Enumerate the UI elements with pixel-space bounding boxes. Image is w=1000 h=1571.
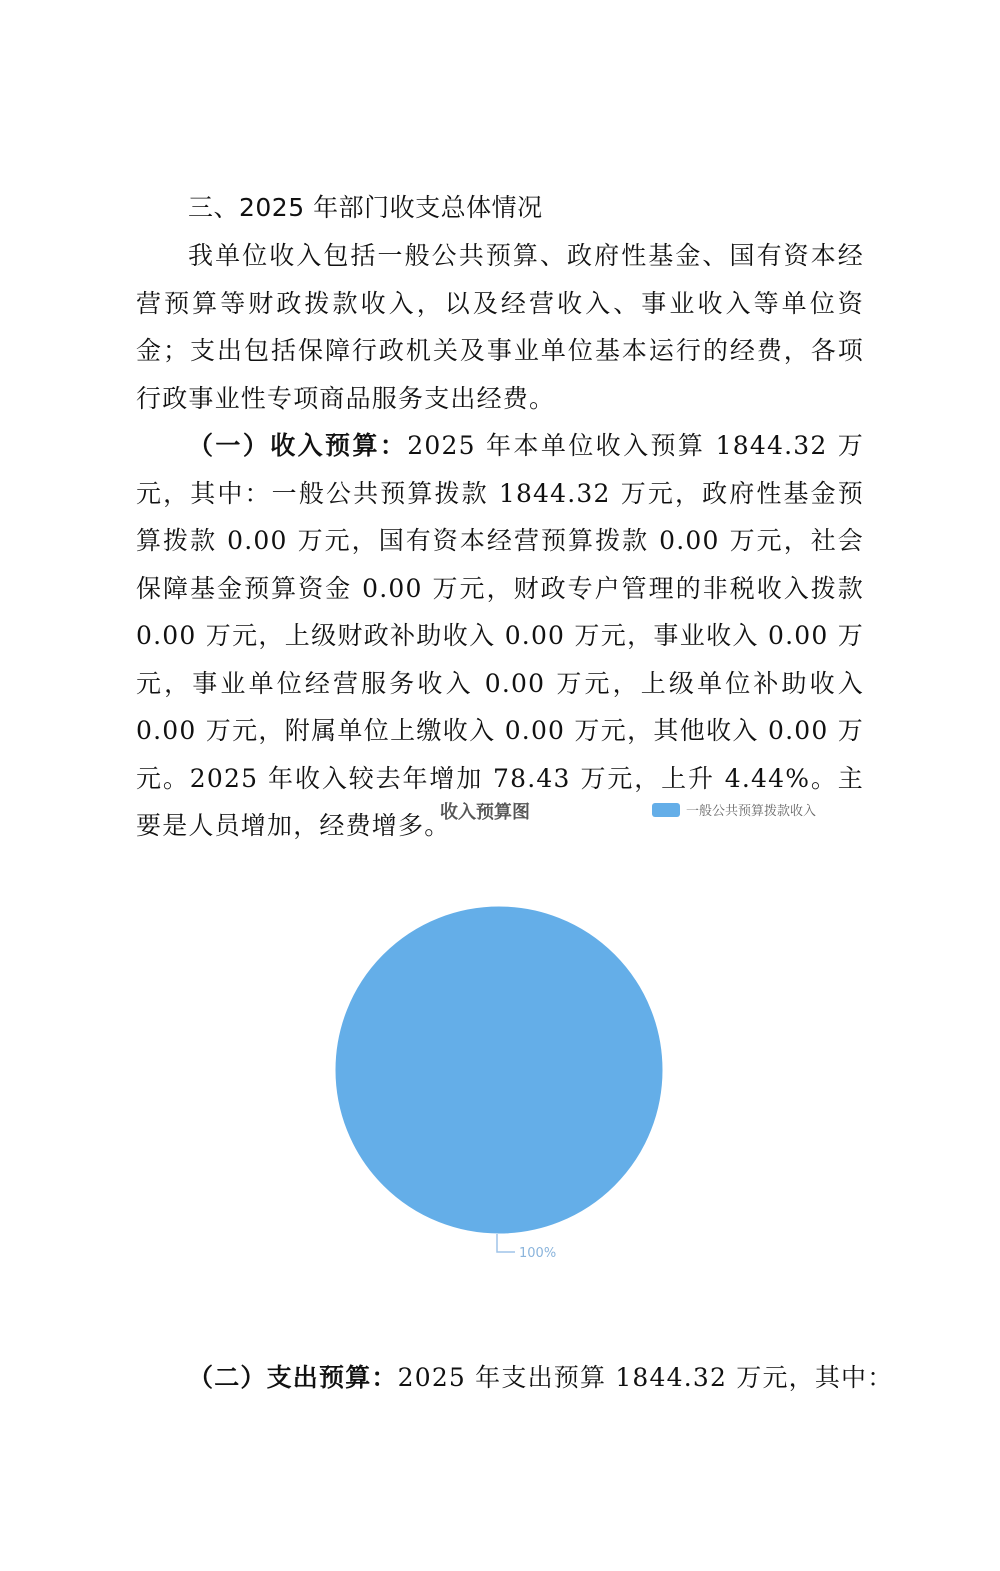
legend-label: 一般公共预算拨款收入 [686,804,817,819]
pie-leader-line-0 [497,1234,515,1252]
income-pie-chart [300,790,860,1270]
chart-title: 收入预算图 [440,802,530,823]
expenditure-body: 2025 年支出预算 1844.32 万元，其中： [397,1363,894,1392]
pie-slice-0 [335,906,663,1234]
pie-svg [300,790,860,1270]
income-body: 2025 年本单位收入预算 1844.32 万元，其中：一般公共预算拨款 1844.32 万元，政府性基金预算拨款 0.00 万元，国有资本经营预算拨款 0.00 万元，社会保障基金预算资金 0.00 万元，财政专户管理的非税收入拨款 0.00 万元，上级财政补助收入 0.00 万元，事业收入 0.00 万元，事业单位经营服务收入 0.00 万元，上级单位补助收入 0.00 万元，附属单位上缴收入 0.00 万元，其他收入 0.00 万元。2025 年收入较去年增加 78.43 万元，上升 4.44%。主要是人员增加，经费增多。 [136,431,864,840]
intro-paragraph: 我单位收入包括一般公共预算、政府性基金、国有资本经营预算等财政拨款收入，以及经营收入、事业收入等单位资金；支出包括保障行政机关及事业单位基本运行的经费，各项行政事业性专项商品服务支出经费。 [136,241,864,413]
pie-data-label-0: 100% [519,1246,557,1261]
income-lead: （一）收入预算： [188,431,408,460]
section-heading: 三、2025 年部门收支总体情况 [188,193,543,222]
expenditure-lead: （二）支出预算： [188,1363,398,1392]
income-paragraph [136,422,864,850]
expenditure-paragraph [188,1354,893,1402]
